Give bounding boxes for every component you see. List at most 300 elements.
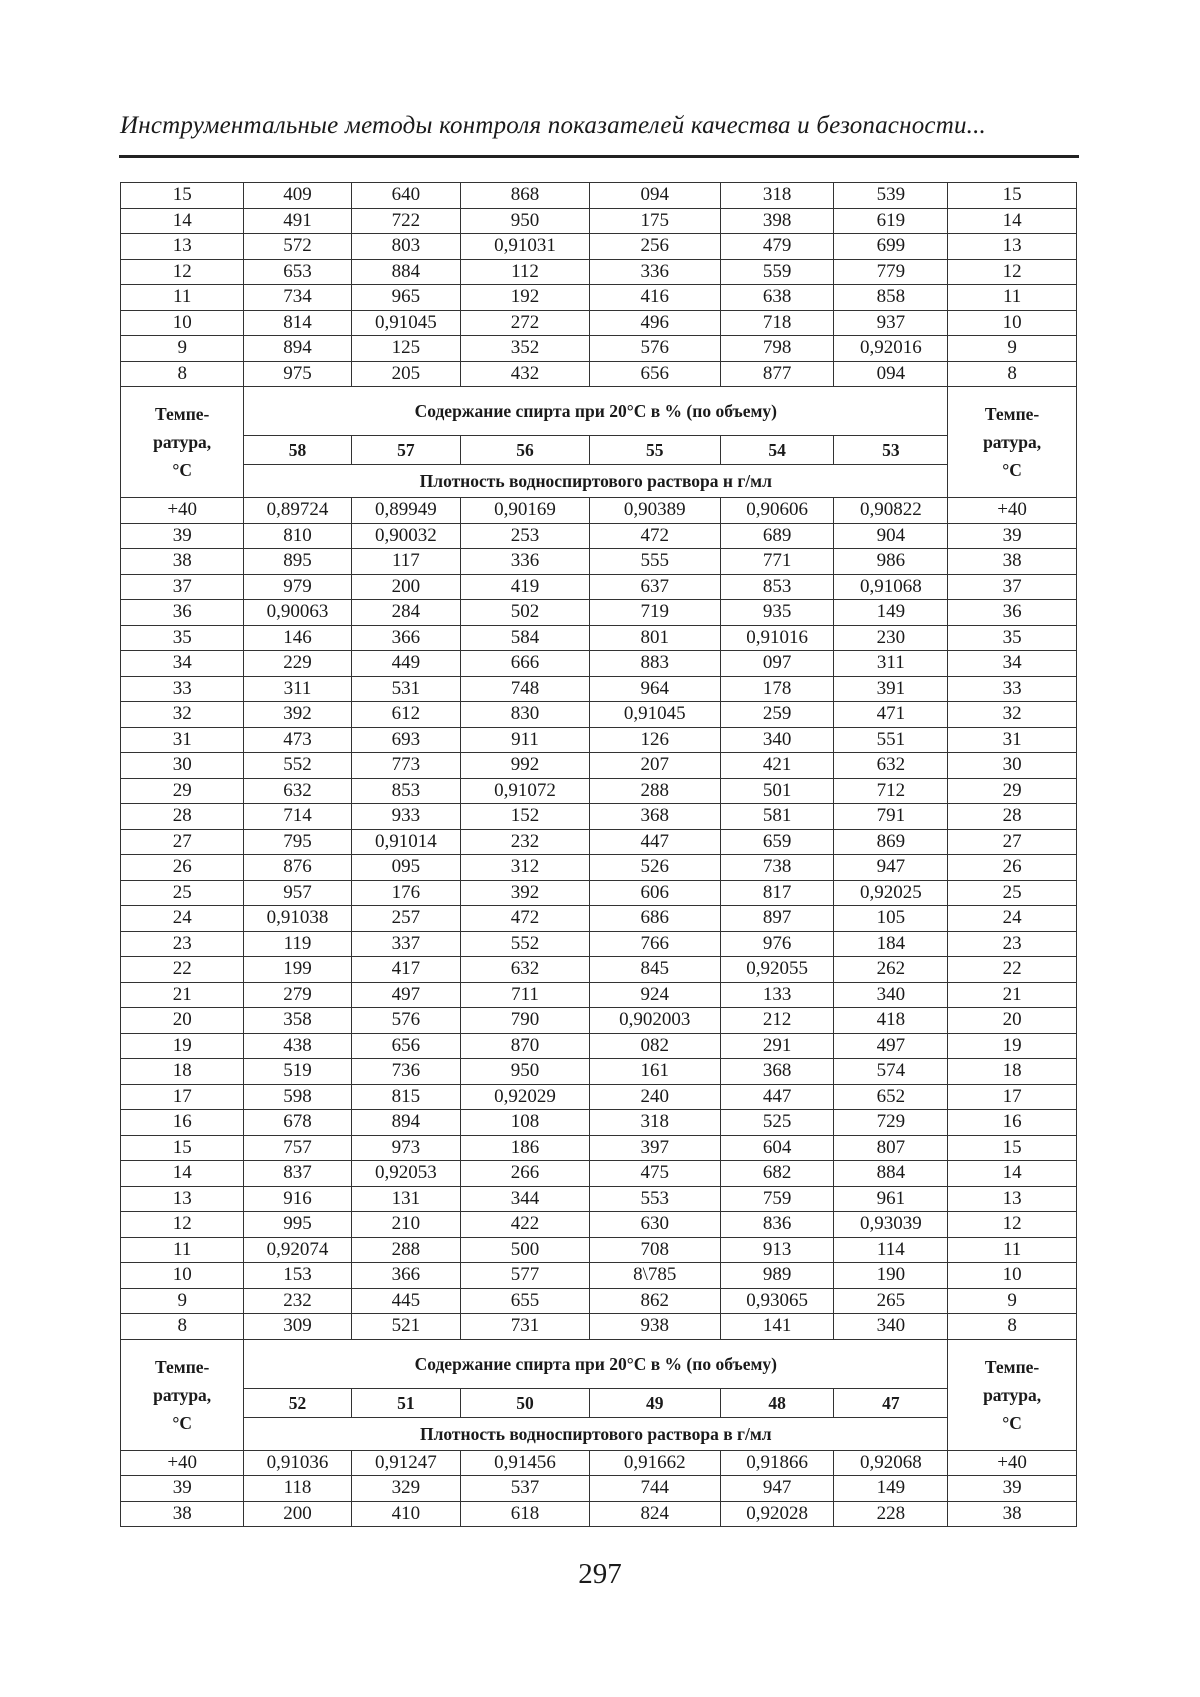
page-number: 297 (578, 1558, 622, 1590)
density-cell: 973 (351, 1135, 460, 1161)
temperature-cell-right: 32 (948, 702, 1077, 728)
table-row (121, 727, 1077, 753)
temperature-cell: 29 (121, 778, 244, 804)
density-cell: 417 (351, 957, 460, 983)
density-cell: 0,92055 (720, 957, 834, 983)
table-row (121, 957, 1077, 983)
temperature-cell: 32 (121, 702, 244, 728)
density-cell: 149 (834, 600, 948, 626)
density-cell: 584 (461, 625, 590, 651)
temperature-cell-right: 11 (948, 285, 1077, 311)
temperature-cell: 9 (121, 1288, 244, 1314)
density-cell: 228 (834, 1501, 948, 1527)
table-row (121, 1501, 1077, 1527)
density-cell: 153 (244, 1263, 351, 1289)
table-row (121, 1161, 1077, 1187)
temperature-cell: 37 (121, 574, 244, 600)
density-cell: 815 (351, 1084, 460, 1110)
density-cell: 500 (461, 1237, 590, 1263)
density-cell: 0,92029 (461, 1084, 590, 1110)
temperature-cell-right: 15 (948, 183, 1077, 209)
temperature-header-right (948, 387, 1077, 498)
percent-column-header: 55 (589, 436, 720, 465)
density-cell: 199 (244, 957, 351, 983)
temperature-cell: 27 (121, 829, 244, 855)
density-cell: 551 (834, 727, 948, 753)
temperature-cell-right: 10 (948, 1263, 1077, 1289)
density-cell: 0,90606 (720, 498, 834, 524)
percent-column-header: 51 (351, 1388, 460, 1417)
density-cell: 266 (461, 1161, 590, 1187)
temperature-cell: 36 (121, 600, 244, 626)
table-row (121, 651, 1077, 677)
density-cell: 192 (461, 285, 590, 311)
density-cell: 288 (589, 778, 720, 804)
density-cell: 807 (834, 1135, 948, 1161)
density-cell: 581 (720, 804, 834, 830)
temperature-cell-right: 33 (948, 676, 1077, 702)
density-cell: 638 (720, 285, 834, 311)
temperature-cell: 15 (121, 183, 244, 209)
density-cell: 082 (589, 1033, 720, 1059)
density-cell: 366 (351, 1263, 460, 1289)
density-cell: 447 (589, 829, 720, 855)
density-cell: 911 (461, 727, 590, 753)
density-cell: 572 (244, 234, 351, 260)
temperature-cell-right: 19 (948, 1033, 1077, 1059)
temperature-cell: 11 (121, 285, 244, 311)
temperature-cell: 18 (121, 1059, 244, 1085)
density-cell: 0,90822 (834, 498, 948, 524)
density-cell: 659 (720, 829, 834, 855)
density-cell: 358 (244, 1008, 351, 1034)
temperature-cell: 25 (121, 880, 244, 906)
density-cell: 525 (720, 1110, 834, 1136)
density-cell: 391 (834, 676, 948, 702)
density-cell: 975 (244, 361, 351, 387)
temperature-cell: 8 (121, 1314, 244, 1340)
density-cell: 473 (244, 727, 351, 753)
running-head: Инструментальные методы контроля показателей качества и безопасности... (120, 112, 986, 139)
density-cell: 397 (589, 1135, 720, 1161)
density-cell: 779 (834, 259, 948, 285)
temperature-cell-right: 16 (948, 1110, 1077, 1136)
table-row (121, 1033, 1077, 1059)
density-cell: 0,90063 (244, 600, 351, 626)
density-cell: 257 (351, 906, 460, 932)
table-row (121, 829, 1077, 855)
density-cell: 340 (720, 727, 834, 753)
density-cell: 801 (589, 625, 720, 651)
temperature-cell: 39 (121, 1476, 244, 1502)
temperature-cell-right: 26 (948, 855, 1077, 881)
percent-column-header: 47 (834, 1388, 948, 1417)
table-row (121, 1263, 1077, 1289)
temperature-cell-right: 13 (948, 1186, 1077, 1212)
temperature-cell-right: 9 (948, 336, 1077, 362)
table-row (121, 982, 1077, 1008)
density-cell: 574 (834, 1059, 948, 1085)
density-cell: 368 (720, 1059, 834, 1085)
density-cell: 097 (720, 651, 834, 677)
density-cell: 766 (589, 931, 720, 957)
density-cell: 472 (461, 906, 590, 932)
density-cell: 272 (461, 310, 590, 336)
density-cell: 632 (461, 957, 590, 983)
density-cell: 877 (720, 361, 834, 387)
density-cell: 606 (589, 880, 720, 906)
temperature-header-line: Темпе- (155, 404, 210, 424)
density-cell: 419 (461, 574, 590, 600)
table-row (121, 778, 1077, 804)
density-cell: 884 (834, 1161, 948, 1187)
temperature-header-left (121, 387, 244, 498)
density-cell: 894 (351, 1110, 460, 1136)
density-cell: 152 (461, 804, 590, 830)
density-cell: 0,91038 (244, 906, 351, 932)
density-cell: 619 (834, 208, 948, 234)
density-cell: 632 (244, 778, 351, 804)
percent-column-header: 54 (720, 436, 834, 465)
percent-column-header: 48 (720, 1388, 834, 1417)
temperature-cell-right: 25 (948, 880, 1077, 906)
temperature-cell-right: 9 (948, 1288, 1077, 1314)
density-title: Плотность водноспиртового раствора в г/мл (244, 1417, 948, 1450)
density-cell: 729 (834, 1110, 948, 1136)
density-cell: 279 (244, 982, 351, 1008)
density-cell: 232 (461, 829, 590, 855)
density-cell: 935 (720, 600, 834, 626)
density-cell: 653 (244, 259, 351, 285)
temperature-header-line: °C (1002, 1412, 1022, 1433)
density-cell: 686 (589, 906, 720, 932)
density-cell: 598 (244, 1084, 351, 1110)
density-cell: 759 (720, 1186, 834, 1212)
density-cell: 119 (244, 931, 351, 957)
density-cell: 105 (834, 906, 948, 932)
percent-column-header: 49 (589, 1388, 720, 1417)
density-cell: 253 (461, 523, 590, 549)
density-cell: 830 (461, 702, 590, 728)
table-body (121, 183, 1077, 1527)
table-row (121, 310, 1077, 336)
density-cell: 748 (461, 676, 590, 702)
density-cell: 718 (720, 310, 834, 336)
density-cell: 0,91036 (244, 1450, 351, 1476)
density-cell: 612 (351, 702, 460, 728)
density-cell: 336 (461, 549, 590, 575)
density-cell: 876 (244, 855, 351, 881)
density-cell: 502 (461, 600, 590, 626)
density-cell: 656 (351, 1033, 460, 1059)
density-cell: 937 (834, 310, 948, 336)
table-row (121, 574, 1077, 600)
table-row (121, 1084, 1077, 1110)
density-cell: 125 (351, 336, 460, 362)
density-cell: 689 (720, 523, 834, 549)
density-cell: 678 (244, 1110, 351, 1136)
temperature-header-line: ратура, (983, 1384, 1042, 1405)
temperature-cell: 14 (121, 1161, 244, 1187)
density-cell: 329 (351, 1476, 460, 1502)
temperature-cell: 28 (121, 804, 244, 830)
table-row (121, 1450, 1077, 1476)
temperature-cell: 13 (121, 234, 244, 260)
density-cell: 0,91247 (351, 1450, 460, 1476)
percent-column-header: 57 (351, 436, 460, 465)
density-cell: 693 (351, 727, 460, 753)
temperature-cell-right: 13 (948, 234, 1077, 260)
table-row (121, 498, 1077, 524)
percent-column-header: 58 (244, 436, 351, 465)
table-row (121, 906, 1077, 932)
density-cell: 773 (351, 753, 460, 779)
density-cell: 0,91072 (461, 778, 590, 804)
temperature-cell: 17 (121, 1084, 244, 1110)
temperature-cell-right: 36 (948, 600, 1077, 626)
table-row (121, 1237, 1077, 1263)
density-cell: 531 (351, 676, 460, 702)
density-cell: 126 (589, 727, 720, 753)
density-cell: 731 (461, 1314, 590, 1340)
density-cell: 576 (589, 336, 720, 362)
density-cell: 883 (589, 651, 720, 677)
density-cell: 186 (461, 1135, 590, 1161)
density-cell: 947 (834, 855, 948, 881)
table-row (121, 549, 1077, 575)
density-cell: 422 (461, 1212, 590, 1238)
density-cell: 146 (244, 625, 351, 651)
temperature-header-line: Темпе- (984, 1356, 1040, 1377)
table-row (121, 1314, 1077, 1340)
density-cell: 790 (461, 1008, 590, 1034)
table-row (121, 234, 1077, 260)
temperature-cell: 13 (121, 1186, 244, 1212)
density-cell: 803 (351, 234, 460, 260)
density-cell: 496 (589, 310, 720, 336)
temperature-cell-right: 38 (948, 549, 1077, 575)
density-cell: 265 (834, 1288, 948, 1314)
table-row (121, 600, 1077, 626)
density-cell: 210 (351, 1212, 460, 1238)
density-cell: 630 (589, 1212, 720, 1238)
density-cell: 895 (244, 549, 351, 575)
temperature-cell-right: 17 (948, 1084, 1077, 1110)
density-cell: 519 (244, 1059, 351, 1085)
density-cell: 995 (244, 1212, 351, 1238)
table-row (121, 855, 1077, 881)
density-cell: 798 (720, 336, 834, 362)
temperature-cell-right: 35 (948, 625, 1077, 651)
temperature-cell: 14 (121, 208, 244, 234)
density-cell: 432 (461, 361, 590, 387)
density-cell: 0,91045 (589, 702, 720, 728)
density-cell: 318 (589, 1110, 720, 1136)
density-cell: 904 (834, 523, 948, 549)
density-cell: 521 (351, 1314, 460, 1340)
density-cell: 870 (461, 1033, 590, 1059)
density-cell: 0,91456 (461, 1450, 590, 1476)
density-cell: 0,89724 (244, 498, 351, 524)
temperature-cell-right: 14 (948, 1161, 1077, 1187)
temperature-cell-right: 30 (948, 753, 1077, 779)
density-cell: 0,93039 (834, 1212, 948, 1238)
density-cell: 992 (461, 753, 590, 779)
density-cell: 0,92068 (834, 1450, 948, 1476)
density-cell: 398 (720, 208, 834, 234)
table-row (121, 1288, 1077, 1314)
temperature-cell: +40 (121, 1450, 244, 1476)
density-cell: 149 (834, 1476, 948, 1502)
density-cell: 312 (461, 855, 590, 881)
density-cell: 553 (589, 1186, 720, 1212)
temperature-cell-right: 10 (948, 310, 1077, 336)
density-cell: 0,89949 (351, 498, 460, 524)
density-cell: 340 (834, 982, 948, 1008)
density-cell: 957 (244, 880, 351, 906)
density-cell: 539 (834, 183, 948, 209)
density-cell: 0,91866 (720, 1450, 834, 1476)
density-cell: 094 (834, 361, 948, 387)
density-cell: 200 (244, 1501, 351, 1527)
temperature-cell: 39 (121, 523, 244, 549)
table-row (121, 361, 1077, 387)
temperature-cell-right: 28 (948, 804, 1077, 830)
table-row (121, 625, 1077, 651)
temperature-cell: 12 (121, 1212, 244, 1238)
density-cell: 410 (351, 1501, 460, 1527)
density-cell: 200 (351, 574, 460, 600)
density-cell: 311 (834, 651, 948, 677)
temperature-cell: 22 (121, 957, 244, 983)
density-cell: 184 (834, 931, 948, 957)
density-cell: 108 (461, 1110, 590, 1136)
density-cell: 924 (589, 982, 720, 1008)
density-cell: 418 (834, 1008, 948, 1034)
density-cell: 744 (589, 1476, 720, 1502)
header-row (121, 465, 1077, 498)
alcohol-content-title: Содержание спирта при 20°C в % (по объему) (244, 387, 948, 436)
density-cell: 205 (351, 361, 460, 387)
density-cell: 114 (834, 1237, 948, 1263)
density-cell: 240 (589, 1084, 720, 1110)
density-cell: 964 (589, 676, 720, 702)
density-cell: 604 (720, 1135, 834, 1161)
temperature-cell: 10 (121, 1263, 244, 1289)
density-cell: 976 (720, 931, 834, 957)
density-cell: 771 (720, 549, 834, 575)
temperature-header-line: °C (172, 1412, 192, 1433)
temperature-cell: 10 (121, 310, 244, 336)
density-cell: 933 (351, 804, 460, 830)
density-cell: 284 (351, 600, 460, 626)
percent-column-header: 52 (244, 1388, 351, 1417)
temperature-cell: 15 (121, 1135, 244, 1161)
table-row (121, 1476, 1077, 1502)
density-cell: 190 (834, 1263, 948, 1289)
density-cell: 577 (461, 1263, 590, 1289)
density-cell: 853 (720, 574, 834, 600)
table-row (121, 702, 1077, 728)
temperature-cell: 26 (121, 855, 244, 881)
density-cell: 0,90389 (589, 498, 720, 524)
temperature-cell: 20 (121, 1008, 244, 1034)
temperature-cell-right: 18 (948, 1059, 1077, 1085)
density-cell: 368 (589, 804, 720, 830)
density-cell: 719 (589, 600, 720, 626)
density-cell: 118 (244, 1476, 351, 1502)
density-cell: 445 (351, 1288, 460, 1314)
density-cell: 309 (244, 1314, 351, 1340)
density-cell: 884 (351, 259, 460, 285)
density-cell: 845 (589, 957, 720, 983)
density-cell: 0,90169 (461, 498, 590, 524)
density-cell: 913 (720, 1237, 834, 1263)
density-cell: 0,91662 (589, 1450, 720, 1476)
density-cell: 656 (589, 361, 720, 387)
density-cell: 0,90032 (351, 523, 460, 549)
temperature-cell-right: 20 (948, 1008, 1077, 1034)
temperature-cell: 19 (121, 1033, 244, 1059)
density-cell: 232 (244, 1288, 351, 1314)
density-cell: 259 (720, 702, 834, 728)
temperature-header-line: ратура, (983, 432, 1042, 452)
density-cell: 858 (834, 285, 948, 311)
density-cell: 711 (461, 982, 590, 1008)
density-cell: 175 (589, 208, 720, 234)
density-cell: 416 (589, 285, 720, 311)
density-cell: 340 (834, 1314, 948, 1340)
density-cell: 421 (720, 753, 834, 779)
density-cell: 288 (351, 1237, 460, 1263)
table-row (121, 285, 1077, 311)
table-row (121, 1212, 1077, 1238)
density-cell: 734 (244, 285, 351, 311)
table-row (121, 1186, 1077, 1212)
density-cell: 699 (834, 234, 948, 260)
density-cell: 117 (351, 549, 460, 575)
density-cell: 438 (244, 1033, 351, 1059)
density-cell: 475 (589, 1161, 720, 1187)
density-cell: 708 (589, 1237, 720, 1263)
temperature-cell-right: 38 (948, 1501, 1077, 1527)
temperature-cell: 16 (121, 1110, 244, 1136)
header-row (121, 1388, 1077, 1417)
table-row (121, 183, 1077, 209)
table-row (121, 523, 1077, 549)
density-cell: 131 (351, 1186, 460, 1212)
density-cell: 447 (720, 1084, 834, 1110)
temperature-cell: 33 (121, 676, 244, 702)
density-cell: 0,91068 (834, 574, 948, 600)
density-cell: 472 (589, 523, 720, 549)
temperature-cell: 21 (121, 982, 244, 1008)
density-cell: 0,91016 (720, 625, 834, 651)
density-cell: 632 (834, 753, 948, 779)
temperature-cell: 8 (121, 361, 244, 387)
header-row (121, 1339, 1077, 1388)
density-cell: 652 (834, 1084, 948, 1110)
table-row (121, 259, 1077, 285)
density-cell: 897 (720, 906, 834, 932)
density-cell: 938 (589, 1314, 720, 1340)
density-cell: 714 (244, 804, 351, 830)
density-cell: 178 (720, 676, 834, 702)
temperature-header-line: ратура, (153, 432, 212, 452)
table-row (121, 208, 1077, 234)
density-title: Плотность водноспиртового раствора н г/мл (244, 465, 948, 498)
density-cell: 262 (834, 957, 948, 983)
